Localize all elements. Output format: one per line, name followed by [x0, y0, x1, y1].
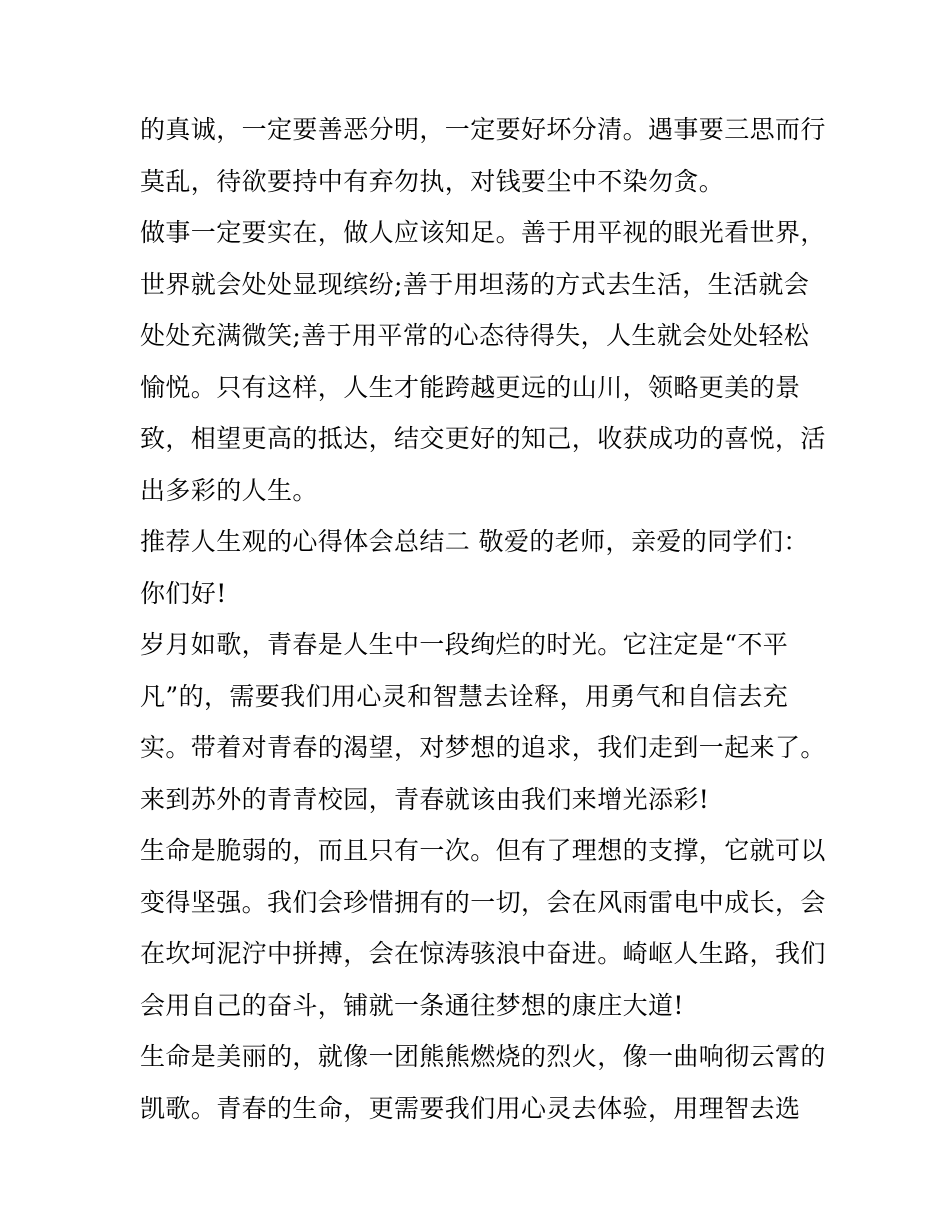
text-line: 的真诚，一定要善恶分明，一定要好坏分清。遇事要三思而行: [140, 115, 826, 144]
text-line: 做事一定要实在，做人应该知足。善于用平视的眼光看世界，: [140, 218, 826, 247]
greeting-line: 你们好!: [140, 578, 227, 608]
text-line: 愉悦。只有这样，人生才能跨越更远的山川，领略更美的景: [140, 372, 801, 402]
text-line: 凯歌。青春的生命，更需要我们用心灵去体验，用理智去选: [140, 1093, 801, 1123]
text-line: 来到苏外的青青校园，青春就该由我们来增光添彩!: [140, 784, 710, 814]
text-line: 会用自己的奋斗，铺就一条通往梦想的康庄大道!: [140, 990, 684, 1020]
text-line: 世界就会处处显现缤纷;善于用坦荡的方式去生活，生活就会: [140, 269, 810, 299]
document-body: [140, 104, 830, 1134]
text-line: 变得坚强。我们会珍惜拥有的一切，会在风雨雷电中成长，会: [140, 887, 826, 917]
text-line: 出多彩的人生。: [140, 475, 318, 505]
text-line: 致，相望更高的抵达，结交更好的知己，收获成功的喜悦，活: [140, 424, 826, 453]
text-line: 生命是脆弱的，而且只有一次。但有了理想的支撑，它就可以: [140, 836, 826, 865]
text-line: 岁月如歌，青春是人生中一段绚烂的时光。它注定是“不平: [140, 630, 789, 659]
text-line: 莫乱，待欲要持中有弃勿执，对钱要尘中不染勿贪。: [140, 166, 725, 196]
text-line: 在坎坷泥泞中拼搏，会在惊涛骇浪中奋进。崎岖人生路，我们: [140, 939, 826, 968]
text-line: 实。带着对青春的渴望，对梦想的追求，我们走到一起来了。: [140, 733, 826, 762]
text-line: 凡”的，需要我们用心灵和智慧去诠释，用勇气和自信去充: [140, 681, 789, 711]
section-heading-line: 推荐人生观的心得体会总结二 敬爱的老师，亲爱的同学们：: [140, 527, 809, 556]
text-line: 处处充满微笑;善于用平常的心态待得失，人生就会处处轻松: [140, 321, 810, 350]
text-line: 生命是美丽的，就像一团熊熊燃烧的烈火，像一曲响彻云霄的: [140, 1042, 826, 1071]
